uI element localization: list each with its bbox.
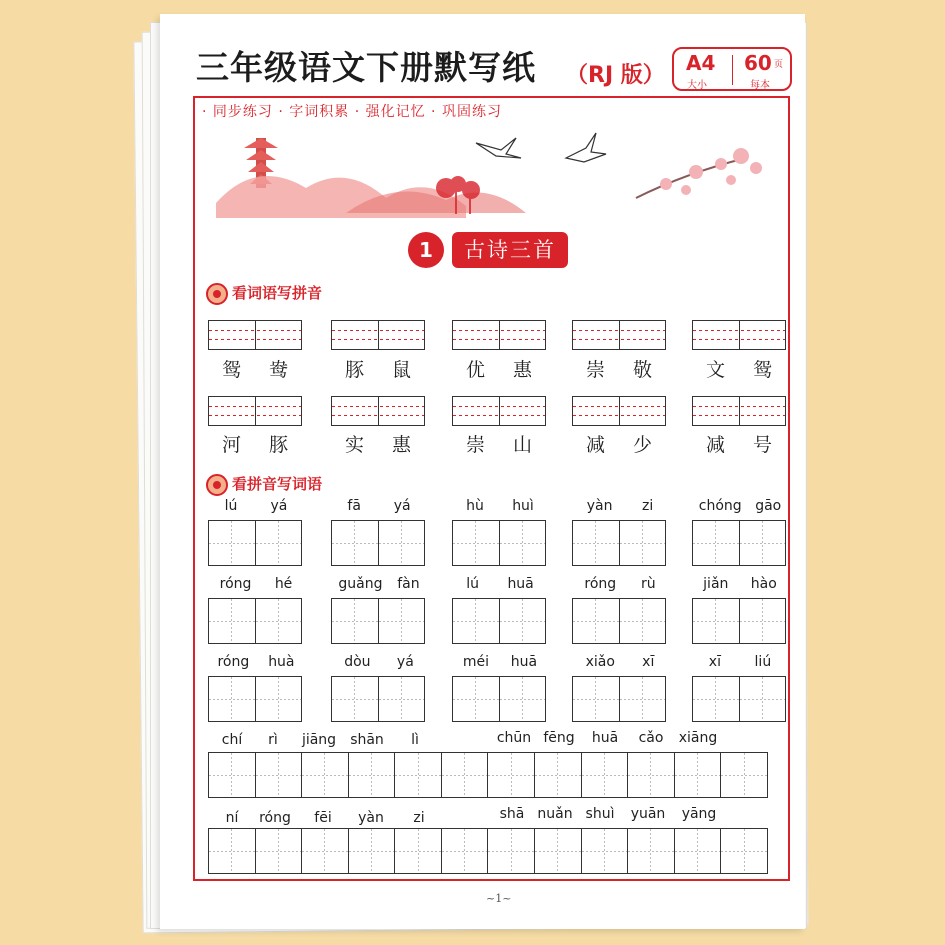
badge-pages-unit: 页 <box>774 60 784 70</box>
writing-grid[interactable] <box>208 598 302 644</box>
pinyin-box[interactable] <box>331 320 425 350</box>
writing-grid[interactable] <box>208 676 302 722</box>
word: 减 少 <box>585 434 652 456</box>
word: 崇 山 <box>465 434 532 456</box>
writing-grid[interactable] <box>452 598 546 644</box>
pinyin-line: chí rì jiāng shān lì <box>221 732 419 748</box>
part1-heading-text: 看词语写拼音 <box>232 284 323 302</box>
pinyin-box[interactable] <box>692 396 786 426</box>
badge-size: A4 <box>686 51 716 75</box>
page-number: ~1~ <box>486 892 512 905</box>
word: 鸳 鸯 <box>221 359 288 381</box>
word: 文 鸳 <box>705 359 772 381</box>
writing-grid[interactable] <box>331 676 425 722</box>
pinyin-prompt: róng hé <box>219 576 293 592</box>
word: 河 豚 <box>221 434 288 456</box>
pinyin-prompt: xī liú <box>708 654 772 670</box>
landscape-illustration <box>196 118 786 228</box>
mascot-icon <box>206 474 228 496</box>
pinyin-box[interactable] <box>208 396 302 426</box>
word: 豚 鼠 <box>344 359 411 381</box>
part2-heading <box>206 473 322 496</box>
writing-grid[interactable] <box>331 520 425 566</box>
pinyin-prompt: róng rù <box>584 576 656 592</box>
pinyin-box[interactable] <box>331 396 425 426</box>
writing-grid[interactable] <box>331 598 425 644</box>
slogan: · 同步练习 · 字词积累 · 强化记忆 · 巩固练习 <box>202 104 502 120</box>
word: 优 惠 <box>465 359 532 381</box>
pinyin-line: ní róng fēi yàn zi <box>225 810 425 826</box>
writing-grid[interactable] <box>692 598 786 644</box>
badge-pages: 60 <box>744 51 772 75</box>
pinyin-prompt: chóng gāo <box>698 498 782 514</box>
part1-heading <box>206 282 322 305</box>
writing-grid[interactable] <box>208 520 302 566</box>
pinyin-prompt: dòu yá <box>344 654 414 670</box>
writing-grid[interactable] <box>572 598 666 644</box>
worksheet-title: 三年级语文下册默写纸 <box>196 48 536 87</box>
edition-label: （RJ 版） <box>566 63 665 88</box>
pinyin-prompt: xiǎo xī <box>585 654 655 670</box>
badge-divider <box>732 55 733 85</box>
pinyin-prompt: róng huà <box>217 654 295 670</box>
pinyin-prompt: fā yá <box>347 498 411 514</box>
lesson-title: 古诗三首 <box>452 232 568 268</box>
word: 减 号 <box>705 434 772 456</box>
writing-grid[interactable] <box>452 676 546 722</box>
pinyin-box[interactable] <box>452 396 546 426</box>
writing-grid[interactable] <box>572 520 666 566</box>
pinyin-box[interactable] <box>692 320 786 350</box>
writing-grid-long[interactable] <box>208 752 768 798</box>
writing-grid[interactable] <box>452 520 546 566</box>
writing-grid-long[interactable] <box>208 828 768 874</box>
writing-grid[interactable] <box>572 676 666 722</box>
badge-size-note: 大小 <box>687 80 707 91</box>
pinyin-prompt: yàn zi <box>586 498 654 514</box>
pinyin-line: chūn fēng huā cǎo xiāng <box>496 730 718 746</box>
pinyin-prompt: lú yá <box>224 498 288 514</box>
pinyin-box[interactable] <box>208 320 302 350</box>
pinyin-prompt: guǎng fàn <box>338 576 420 592</box>
pinyin-prompt: lú huā <box>466 576 534 592</box>
writing-grid[interactable] <box>692 520 786 566</box>
pinyin-line: shā nuǎn shuì yuān yāng <box>499 806 717 822</box>
word: 崇 敬 <box>585 359 652 381</box>
writing-grid[interactable] <box>692 676 786 722</box>
mascot-icon <box>206 283 228 305</box>
format-badge <box>672 47 792 91</box>
lesson-number: 1 <box>408 232 444 268</box>
pinyin-prompt: jiǎn hào <box>703 576 777 592</box>
pinyin-prompt: hù huì <box>466 498 534 514</box>
badge-pages-note: 每本 <box>750 80 770 91</box>
word: 实 惠 <box>344 434 411 456</box>
pinyin-box[interactable] <box>572 320 666 350</box>
pinyin-box[interactable] <box>572 396 666 426</box>
pinyin-prompt: méi huā <box>462 654 538 670</box>
part2-heading-text: 看拼音写词语 <box>232 475 323 493</box>
pinyin-box[interactable] <box>452 320 546 350</box>
